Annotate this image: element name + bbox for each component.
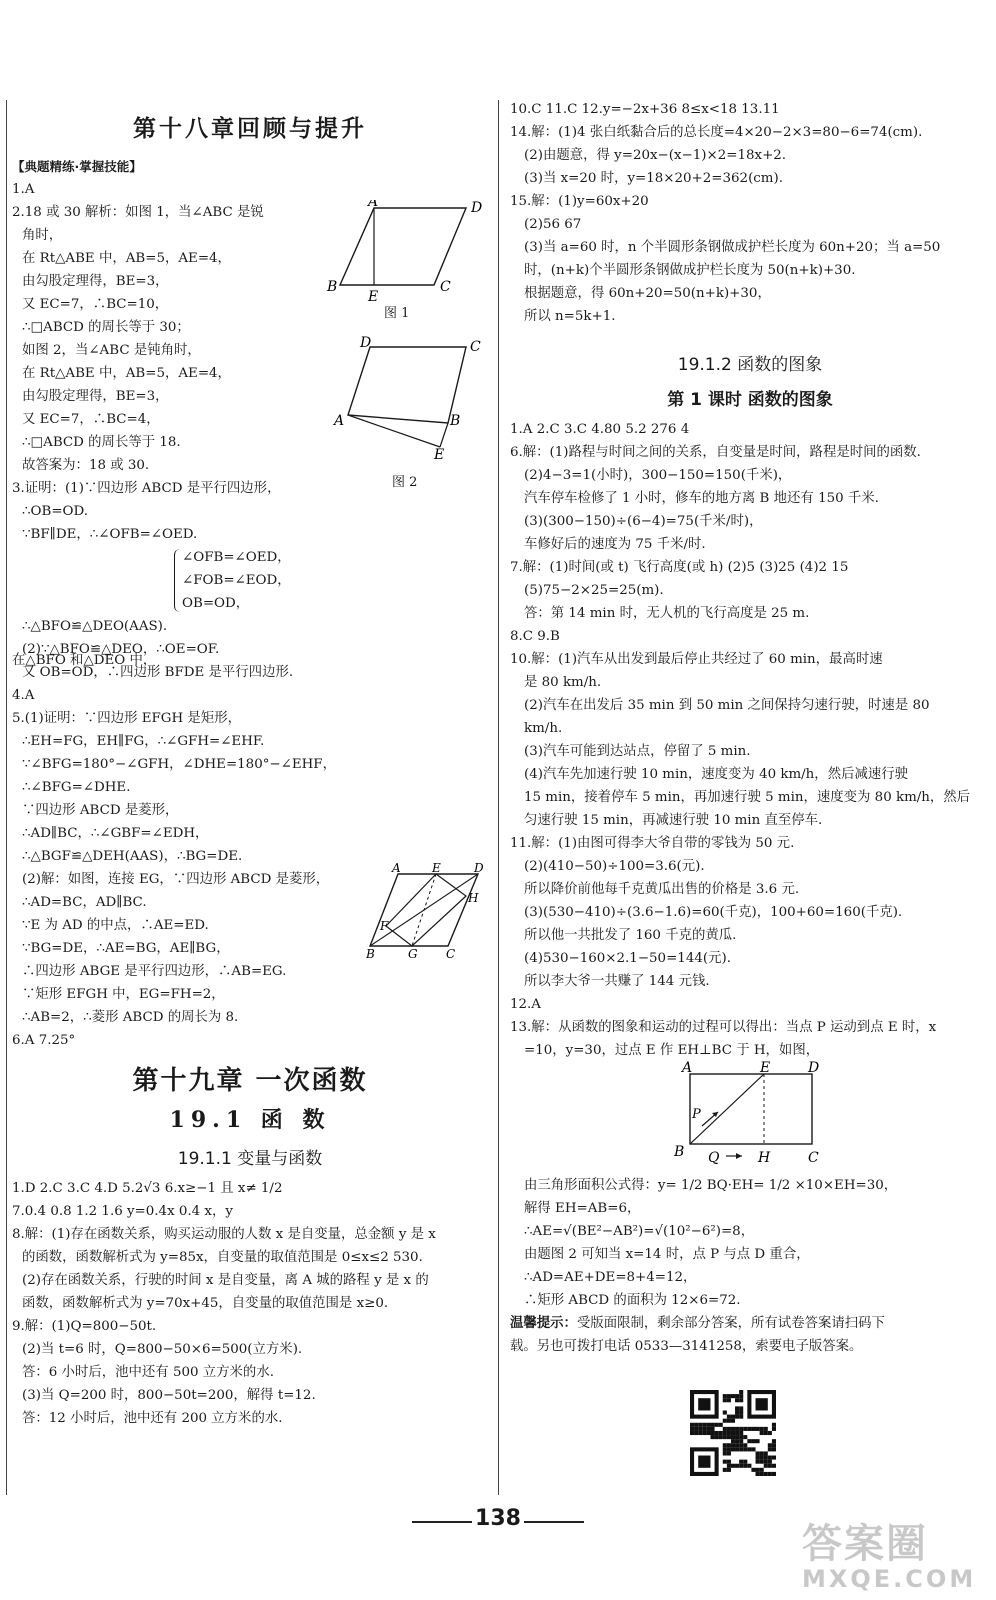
answer-line: ∵BG=DE，∴AE=BG，AE∥BG，: [22, 941, 230, 956]
answer-line: (5)75−2×25=25(m).: [524, 583, 664, 598]
right-answers-block: [510, 98, 990, 328]
lesson-1-title: 第 1 课时 函数的图象: [667, 390, 833, 410]
answer-line: ∴∠BFG=∠DHE.: [22, 780, 131, 795]
answer-line: 9.解：(1)Q=800−50t.: [12, 1319, 157, 1334]
answer-line: 6.解：(1)路程与时间之间的关系，自变量是时间，路程是时间的函数.: [510, 445, 921, 460]
answer-line: (2)存在函数关系，行驶的时间 x 是自变量，离 A 城的路程 y 是 x 的: [22, 1273, 429, 1288]
answer-line: (2)∵△BFO≌△DEO，∴OE=OF.: [22, 642, 220, 657]
answer-line: 所以他一共批发了 160 千克的黄瓜.: [524, 928, 737, 943]
answer-line: 7.0.4 0.8 1.2 1.6 y=0.4x 0.4 x，y: [12, 1204, 233, 1219]
answer-line: ∠FOB=∠EOD，: [182, 573, 291, 588]
answer-line: 6.A 7.25°: [12, 1033, 76, 1048]
svg-text:E: E: [434, 447, 445, 460]
svg-text:E: E: [368, 289, 379, 305]
answer-line: 8.C 9.B: [510, 629, 560, 644]
answer-line: ∴AB=2，∴菱形 ABCD 的周长为 8.: [22, 1010, 239, 1025]
answer-line: 12.A: [510, 997, 541, 1012]
svg-text:C: C: [808, 1150, 819, 1166]
svg-text:A: A: [392, 862, 401, 875]
answer-line: OB=OD，: [182, 596, 250, 611]
svg-text:D: D: [360, 335, 372, 351]
answer-line: 10.解：(1)汽车从出发到最后停止共经过了 60 min，最高时速: [510, 652, 883, 667]
answer-line: 车修好后的速度为 75 千米/时.: [524, 537, 706, 552]
answer-line: (3)当 x=20 时，y=18×20+2=362(cm).: [524, 171, 783, 186]
answer-line: 5.(1)证明：∵四边形 EFGH 是矩形，: [12, 711, 241, 726]
answer-line: 函数，函数解析式为 y=70x+45，自变量的取值范围是 x≥0.: [22, 1296, 389, 1311]
chapter-19-title: 第十九章 一次函数: [132, 1066, 368, 1096]
svg-text:E: E: [432, 862, 441, 875]
answer-line: 11.解：(1)由图可得李大爷自带的零钱为 50 元.: [510, 836, 795, 851]
answer-line: (2)56 67: [524, 217, 582, 232]
answer-line: ∴□ABCD 的周长等于 18.: [22, 435, 181, 450]
answer-line: 2.18 或 30 解析：如图 1，当∠ABC 是锐: [12, 205, 264, 220]
answer-line: 又 EC=7，∴BC=10，: [22, 297, 169, 312]
answer-line: (2)4−3=1(小时)，300−150=150(千米)，: [524, 468, 792, 483]
answer-line: km/h.: [524, 721, 563, 736]
svg-text:C: C: [446, 947, 456, 961]
answer-line: 根据题意，得 60n+20=50(n+k)+30，: [524, 286, 771, 301]
svg-text:C: C: [440, 279, 451, 295]
svg-text:H: H: [468, 891, 479, 905]
watermark-line-1: 答案圈: [802, 1521, 928, 1567]
svg-text:C: C: [470, 339, 481, 355]
answer-line: 匀速行驶 15 min，再减速行驶 10 min 直至停车.: [524, 813, 823, 828]
left-margin-rule: [6, 100, 7, 1495]
answer-line: ∴AD=AE+DE=8+4=12，: [524, 1270, 697, 1285]
answer-line: ∴EH=FG，EH∥FG，∴∠GFH=∠EHF.: [22, 734, 265, 749]
answer-line: 所以李大爷一共赚了 144 元钱.: [524, 974, 710, 989]
answer-line: 由勾股定理得，BE=3，: [22, 389, 169, 404]
answer-line: 解得 EH=AB=6，: [524, 1201, 641, 1216]
answer-line: (4)530−160×2.1−50=144(元).: [524, 951, 731, 966]
answer-line: ∴矩形 ABCD 的面积为 12×6=72.: [524, 1293, 741, 1308]
section-19-1-title: 19.1 函 数: [169, 1107, 331, 1133]
answer-line: ∴四边形 ABGE 是平行四边形，∴AB=EG.: [22, 964, 287, 979]
svg-text:E: E: [760, 1060, 771, 1076]
figure-1-caption: 图 1: [384, 306, 410, 321]
qr-code[interactable]: [690, 1390, 776, 1476]
svg-text:B: B: [366, 947, 375, 961]
answer-line: 又 OB=OD，∴四边形 BFDE 是平行四边形.: [22, 665, 294, 680]
answer-line: 的函数，函数解析式为 y=85x，自变量的取值范围是 0≤x≤2 530.: [22, 1250, 423, 1265]
answer-line: ∵BF∥DE，∴∠OFB=∠OED.: [22, 527, 198, 542]
answer-line: (3)(530−410)÷(3.6−1.6)=60(千克)，100+60=160(千克).: [524, 905, 903, 920]
answer-line: 4.A: [12, 688, 35, 703]
answer-line: 8.解：(1)存在函数关系，购买运动服的人数 x 是自变量，总金额 y 是 x: [12, 1227, 436, 1242]
right-answers-block-3: [510, 1174, 990, 1312]
svg-text:D: D: [808, 1060, 820, 1076]
answer-line: 14.解：(1)4 张白纸黏合后的总长度=4×20−2×3=80−6=74(cm).: [510, 125, 923, 140]
answer-line: =10，y=30，过点 E 作 EH⊥BC 于 H，如图，: [524, 1043, 820, 1058]
svg-text:D: D: [471, 200, 483, 216]
answer-line: (2)当 t=6 时，Q=800−50×6=500(立方米).: [22, 1342, 303, 1357]
answer-line: 如图 2，当∠ABC 是钝角时，: [22, 343, 201, 358]
answer-line: ∴AD∥BC，∴∠GBF=∠EDH，: [22, 826, 209, 841]
answer-line: (2)解：如图，连接 EG，∵四边形 ABCD 是菱形，: [22, 872, 330, 887]
answer-line: 故答案为：18 或 30.: [22, 458, 150, 473]
column-divider: [498, 100, 499, 1495]
answer-line: ∵∠BFG=180°−∠GFH，∠DHE=180°−∠EHF，: [22, 757, 336, 772]
answer-line: 在△BFO 和△DEO 中，: [12, 653, 157, 668]
answer-line: 答：6 小时后，池中还有 500 立方米的水.: [22, 1365, 274, 1380]
answer-line: 是 80 km/h.: [524, 675, 602, 690]
answer-line: (3)汽车可能到达站点，停留了 5 min.: [524, 744, 751, 759]
answer-line: 10.C 11.C 12.y=−2x+36 8≤x<18 13.11: [510, 102, 780, 117]
answer-line: (3)当 a=60 时，n 个半圆形条钢做成护栏长度为 60n+20；当 a=50: [524, 240, 941, 255]
answer-line: ∴AD=BC，AD∥BC.: [22, 895, 147, 910]
answer-line: 所以 n=5k+1.: [524, 309, 616, 324]
figure-rhombus: [366, 862, 491, 962]
answer-line: ∴△BFO≌△DEO(AAS).: [22, 619, 168, 634]
watermark-line-2: MXQE.COM: [802, 1565, 977, 1593]
svg-text:B: B: [327, 279, 338, 295]
answer-line: ∵矩形 EFGH 中，EG=FH=2，: [22, 987, 225, 1002]
svg-text:B: B: [674, 1144, 685, 1160]
figure-2: [330, 335, 490, 490]
answer-line: (2)汽车在出发后 35 min 到 50 min 之间保持匀速行驶，时速是 80: [524, 698, 930, 713]
svg-text:P: P: [692, 1107, 701, 1122]
watermark: [802, 1512, 976, 1593]
svg-text:D: D: [474, 862, 484, 875]
svg-text:A: A: [368, 200, 379, 210]
figure-rectangle: [672, 1060, 832, 1172]
answer-line: 所以降价前他每千克黄瓜出售的价格是 3.6 元.: [524, 882, 800, 897]
chapter-18-title: 第十八章回顾与提升: [133, 115, 367, 142]
answer-line: 角时，: [22, 228, 63, 243]
answer-line: ∴AE=√(BE²−AB²)=√(10²−6²)=8，: [524, 1224, 755, 1239]
answer-line: 由三角形面积公式得：y= 1/2 BQ·EH= 1/2 ×10×EH=30，: [524, 1178, 898, 1193]
figure-2-caption: 图 2: [392, 475, 418, 490]
answer-line: 由勾股定理得，BE=3，: [22, 274, 169, 289]
answer-line: 13.解：从函数的图象和运动的过程可以得出：当点 P 运动到点 E 时，x: [510, 1020, 937, 1035]
answer-line: 7.解：(1)时间(或 t) 飞行高度(或 h) (2)5 (3)25 (4)2 15: [510, 560, 849, 575]
tip-line-2: 载。另也可拨打电话 0533—3141258，索要电子版答案。: [510, 1339, 863, 1354]
tip-line-1: [510, 1312, 990, 1335]
answer-line: (3)当 Q=200 时，800−50t=200，解得 t=12.: [22, 1388, 316, 1403]
answer-line: 在 Rt△ABE 中，AB=5，AE=4，: [22, 251, 231, 266]
figure-1: [322, 200, 492, 325]
answer-line: ∵四边形 ABCD 是菱形，: [22, 803, 179, 818]
answer-line: 又 EC=7，∴BC=4，: [22, 412, 160, 427]
page-number: 138: [475, 1506, 521, 1531]
answer-line: ∵E 为 AD 的中点，∴AE=ED.: [22, 918, 209, 933]
answer-line: 由题图 2 可知当 x=14 时，点 P 与点 D 重合，: [524, 1247, 810, 1262]
svg-text:A: A: [682, 1060, 693, 1076]
answer-line: 答：12 小时后，池中还有 200 立方米的水.: [22, 1411, 283, 1426]
answer-line: ∴△BGF≌△DEH(AAS)，∴BG=DE.: [22, 849, 243, 864]
tip-text: 受版面限制，剩余部分答案，所有试卷答案请扫码下: [576, 1316, 885, 1331]
left-answers-block-2: [8, 1177, 492, 1430]
section-tag: 【典题精练·掌握技能】: [12, 159, 142, 174]
answer-line: 15.解：(1)y=60x+20: [510, 194, 649, 209]
section-19-1-2-title: 19.1.2 函数的图象: [677, 355, 823, 375]
answer-line: 汽车停车检修了 1 小时，修车的地方离 B 地还有 150 千米.: [524, 491, 879, 506]
answer-line: 1.A: [12, 182, 35, 197]
answer-line: ∴OB=OD.: [22, 504, 89, 519]
svg-text:H: H: [758, 1150, 771, 1166]
answer-line: 1.A 2.C 3.C 4.80 5.2 276 4: [510, 422, 690, 437]
answer-line: 答：第 14 min 时，无人机的飞行高度是 25 m.: [524, 606, 810, 621]
answer-line: 时，(n+k)个半圆形条钢做成护栏长度为 50(n+k)+30.: [524, 263, 856, 278]
brace: [174, 549, 181, 612]
answer-line: ∠OFB=∠OED，: [182, 550, 291, 565]
answer-line: (2)(410−50)÷100=3.6(元).: [524, 859, 705, 874]
svg-text:F: F: [380, 919, 389, 933]
section-19-1-1-title: 19.1.1 变量与函数: [177, 1149, 323, 1169]
answer-line: 在 Rt△ABE 中，AB=5，AE=4，: [22, 366, 231, 381]
answer-line: 1.D 2.C 3.C 4.D 5.2√3 6.x≥−1 且 x≠ 1/2: [12, 1181, 283, 1196]
answer-line: 3.证明：(1)∵四边形 ABCD 是平行四边形，: [12, 481, 281, 496]
answer-line: (3)(300−150)÷(6−4)=75(千米/时)，: [524, 514, 763, 529]
answer-line: 15 min，接着停车 5 min，再加速行驶 5 min，速度变为 80 km/h，然后: [524, 790, 971, 805]
answer-line: ∴□ABCD 的周长等于 30；: [22, 320, 190, 335]
tip-label: 温馨提示：: [510, 1315, 577, 1331]
answer-line: (2)由题意，得 y=20x−(x−1)×2=18x+2.: [524, 148, 787, 163]
svg-text:B: B: [450, 413, 461, 429]
svg-text:G: G: [408, 947, 418, 961]
answer-line: (4)汽车先加速行驶 10 min，速度变为 40 km/h，然后减速行驶: [524, 767, 909, 782]
svg-text:Q: Q: [708, 1150, 720, 1166]
svg-text:A: A: [334, 413, 345, 429]
right-answers-block-2: [510, 418, 990, 1062]
